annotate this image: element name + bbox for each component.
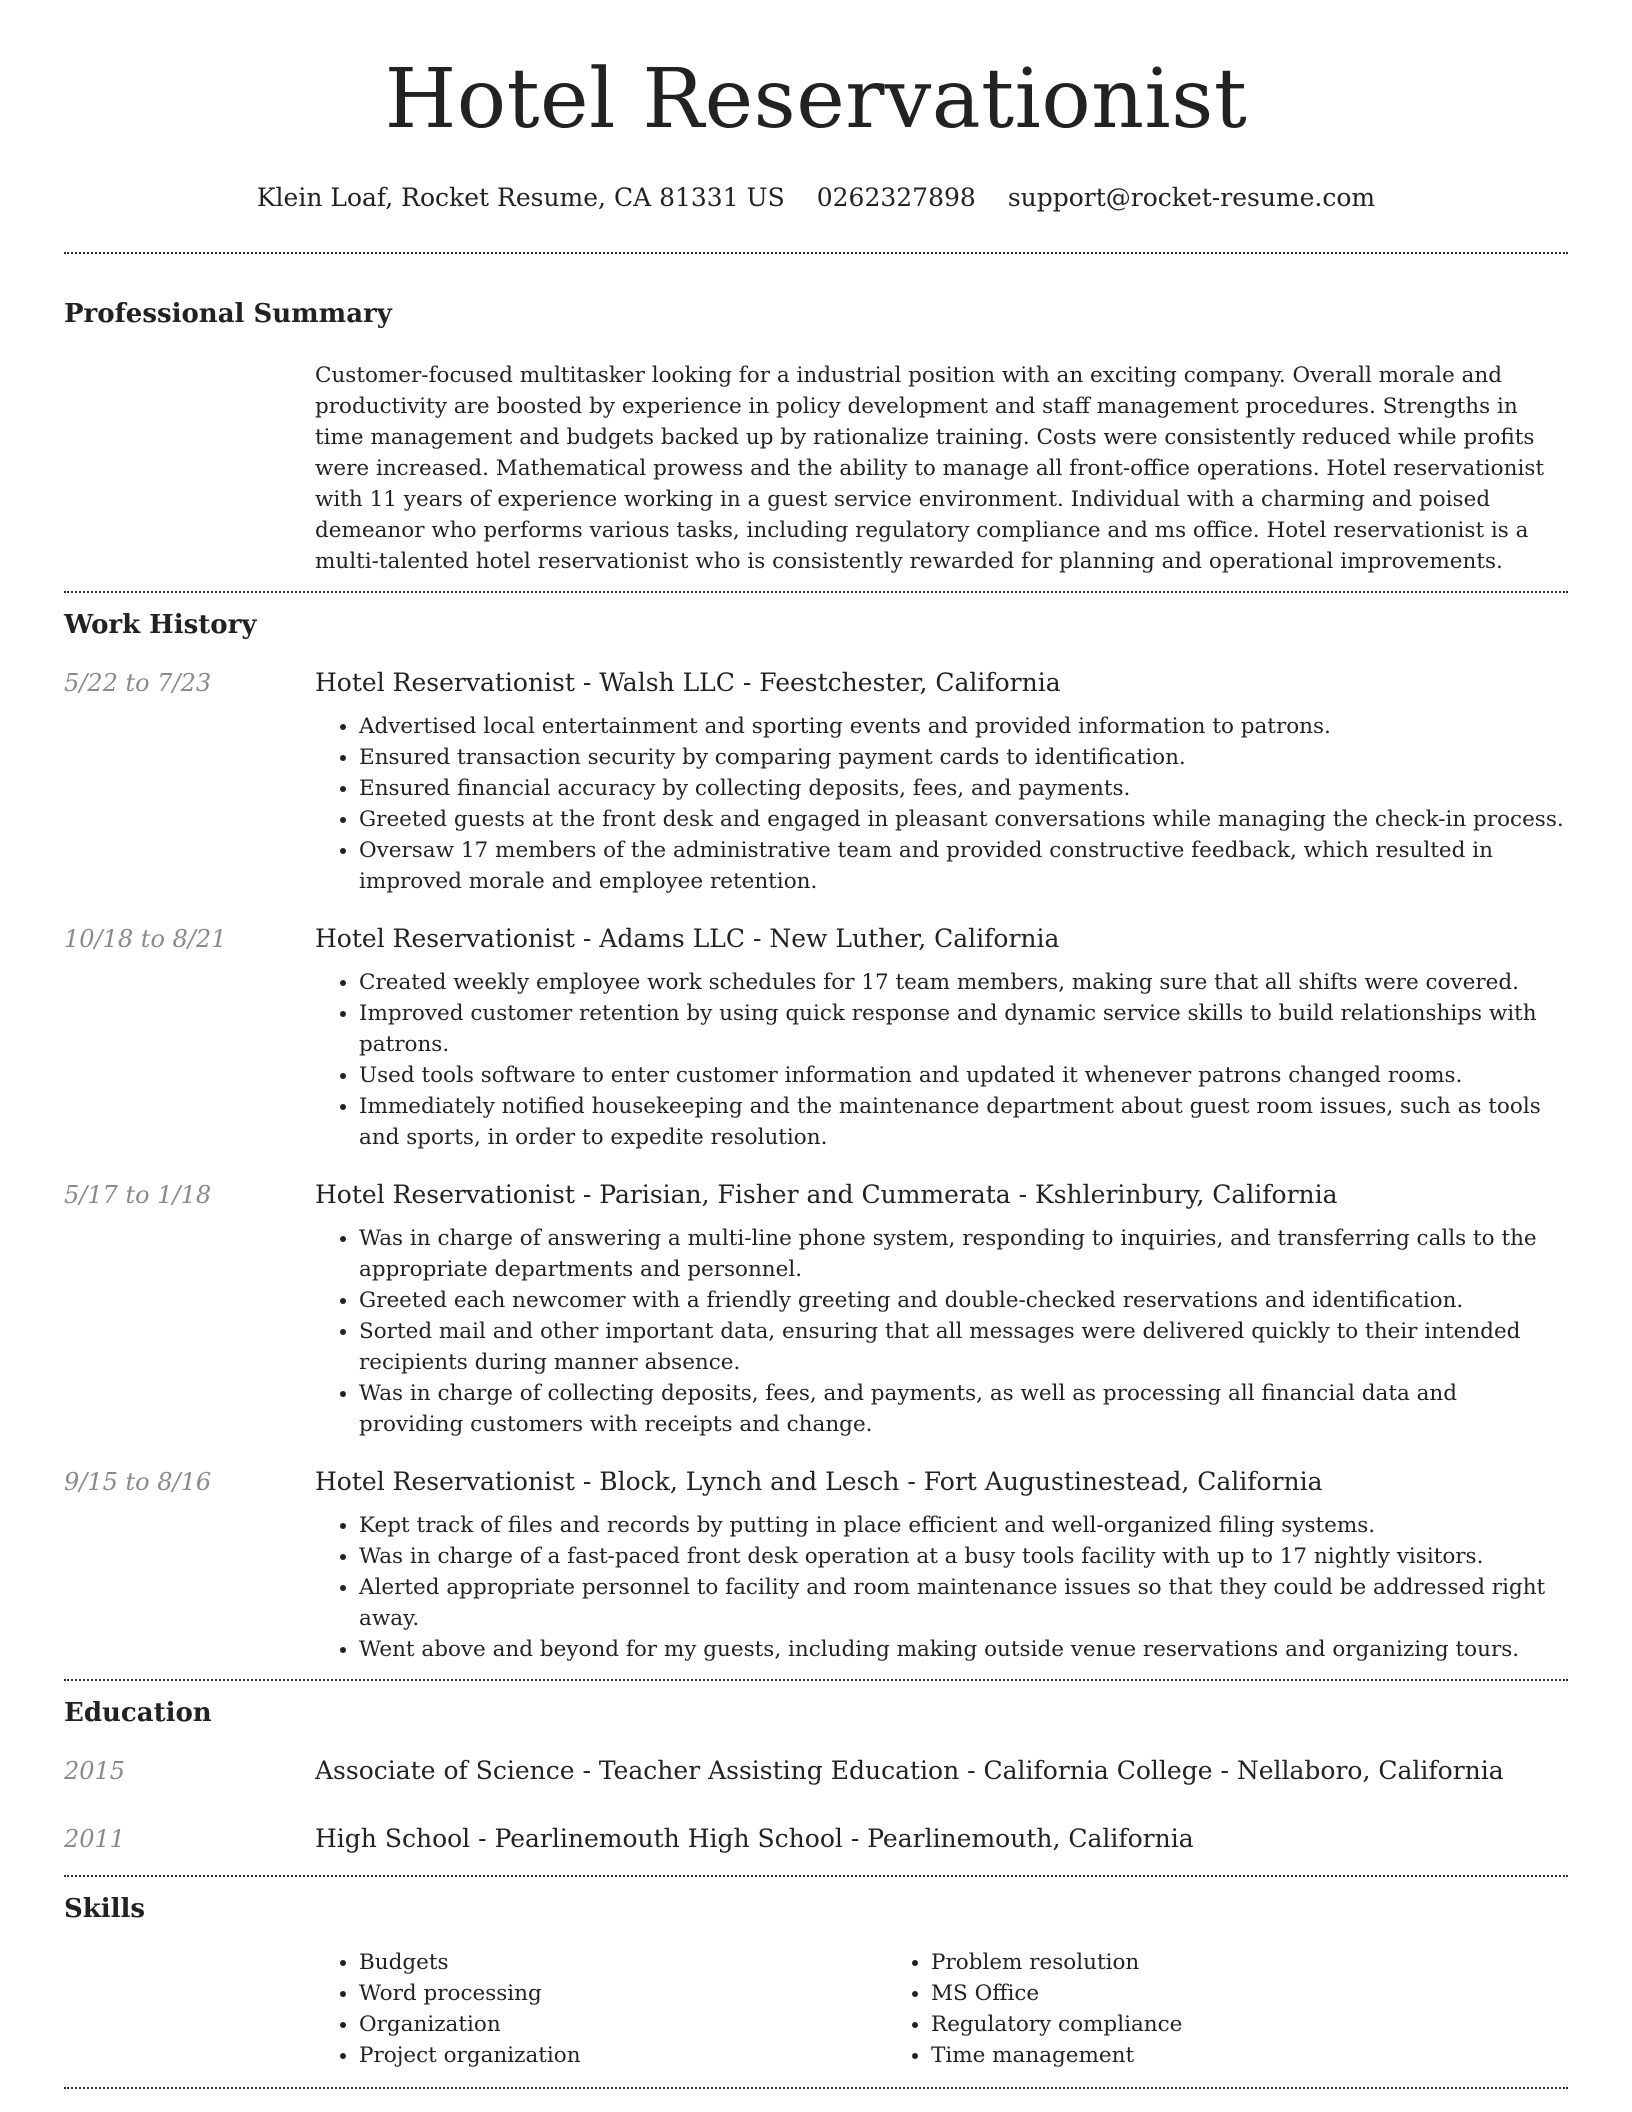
job-bullet: • Improved customer retention by using quick response and dynamic service skills to build relationships with patrons. [359,998,1568,1060]
education-entry [64,1755,1568,1787]
contact-phone: 0262327898 [816,183,976,212]
job-bullets [315,711,1568,897]
skill-item: • Time management [931,2040,1459,2071]
summary-heading: Professional Summary [64,299,392,329]
divider [64,2087,1568,2089]
job-bullet: • Created weekly employee work schedules for 17 team members, making sure that all shifts were covered. [359,967,1568,998]
job-bullets [315,967,1568,1153]
job-bullets [315,1223,1568,1440]
skills-heading: Skills [64,1894,146,1924]
education-degree: Associate of Science - Teacher Assisting Education - California College - Nellaboro, California [315,1756,1504,1785]
work-history-section [64,609,1568,1665]
skill-item: • Organization [359,2009,887,2040]
skill-item: • Budgets [359,1947,887,1978]
education-heading: Education [64,1698,212,1728]
job-bullet: • Greeted guests at the front desk and engaged in pleasant conversations while managing the check-in process. [359,804,1568,835]
skill-item: • Word processing [359,1978,887,2009]
job-bullet: • Advertised local entertainment and sporting events and provided information to patrons. [359,711,1568,742]
job-title: Hotel Reservationist - Adams LLC - New Luther, California [315,924,1060,953]
job-bullet: • Kept track of files and records by putting in place efficient and well-organized filing systems. [359,1510,1568,1541]
job-bullet: • Ensured transaction security by comparing payment cards to identification. [359,742,1568,773]
job-bullet: • Was in charge of collecting deposits, fees, and payments, as well as processing all financial data and providing customers with receipts and change. [359,1378,1568,1440]
job-entry [64,1466,1568,1665]
contact-address: Klein Loaf, Rocket Resume, CA 81331 US [256,183,785,212]
job-dates: 5/17 to 1/18 [64,1181,212,1209]
skill-item: • Regulatory compliance [931,2009,1459,2040]
divider [64,1679,1568,1681]
candidate-name: Hotel Reservationist [384,52,1248,147]
job-bullet: • Sorted mail and other important data, ensuring that all messages were delivered quickly to their intended recipients during manner absence. [359,1316,1568,1378]
job-dates: 10/18 to 8/21 [64,925,227,953]
job-bullet: • Immediately notified housekeeping and the maintenance department about guest room issues, such as tools and sports, in order to expedite resolution. [359,1091,1568,1153]
job-bullet: • Was in charge of a fast-paced front desk operation at a busy tools facility with up to 17 nightly visitors. [359,1541,1568,1572]
job-bullets [315,1510,1568,1665]
skills-section [64,1893,1568,2071]
education-year: 2015 [64,1757,126,1785]
job-title: Hotel Reservationist - Walsh LLC - Feestchester, California [315,668,1061,697]
job-title: Hotel Reservationist - Parisian, Fisher and Cummerata - Kshlerinbury, California [315,1180,1338,1209]
summary-text: Customer-focused multitasker looking for a industrial position with an exciting company. Overall morale and productivity are boosted by experience in policy development and staff management procedures. Strengths in time management and budgets backed up by rationalize training. Costs were consistently reduced while profits were increased. Mathematical prowess and the ability to manage all front-office operations. Hotel reservationist with 11 years of experience working in a guest service environment. Individual with a charming and poised demeanor who performs various tasks, including regulatory compliance and ms office. Hotel reservationist is a multi-talented hotel reservationist who is consistently rewarded for planning and operational improvements. [315,363,1545,574]
job-bullet: • Was in charge of answering a multi-line phone system, responding to inquiries, and transferring calls to the appropriate departments and personnel. [359,1223,1568,1285]
work-history-heading: Work History [64,610,257,640]
skill-item: • Problem resolution [931,1947,1459,1978]
job-title: Hotel Reservationist - Block, Lynch and Lesch - Fort Augustinestead, California [315,1467,1323,1496]
skill-item: • MS Office [931,1978,1459,2009]
contact-email: support@rocket-resume.com [1007,183,1376,212]
job-bullet: • Greeted each newcomer with a friendly greeting and double-checked reservations and identification. [359,1285,1568,1316]
job-bullet: • Went above and beyond for my guests, including making outside venue reservations and organizing tours. [359,1634,1568,1665]
job-bullet: • Alerted appropriate personnel to facility and room maintenance issues so that they could be addressed right away. [359,1572,1568,1634]
job-entry [64,923,1568,1153]
contact-line [64,182,1568,214]
job-dates: 9/15 to 8/16 [64,1468,212,1496]
job-dates: 5/22 to 7/23 [64,669,212,697]
skills-column-left [315,1947,887,2071]
skills-column-right [887,1947,1459,2071]
job-entry [64,1179,1568,1440]
job-bullet: • Oversaw 17 members of the administrative team and provided constructive feedback, which resulted in improved morale and employee retention. [359,835,1568,897]
divider [64,252,1568,254]
education-year: 2011 [64,1825,126,1853]
skill-item: • Project organization [359,2040,887,2071]
job-bullet: • Ensured financial accuracy by collecting deposits, fees, and payments. [359,773,1568,804]
skills-list [315,1947,1568,2071]
job-bullet: • Used tools software to enter customer information and updated it whenever patrons changed rooms. [359,1060,1568,1091]
divider [64,1875,1568,1877]
job-entry [64,667,1568,897]
education-section [64,1697,1568,1875]
education-entry [64,1823,1568,1855]
divider [64,591,1568,593]
summary-section [64,298,1568,577]
education-degree: High School - Pearlinemouth High School - Pearlinemouth, California [315,1824,1194,1853]
